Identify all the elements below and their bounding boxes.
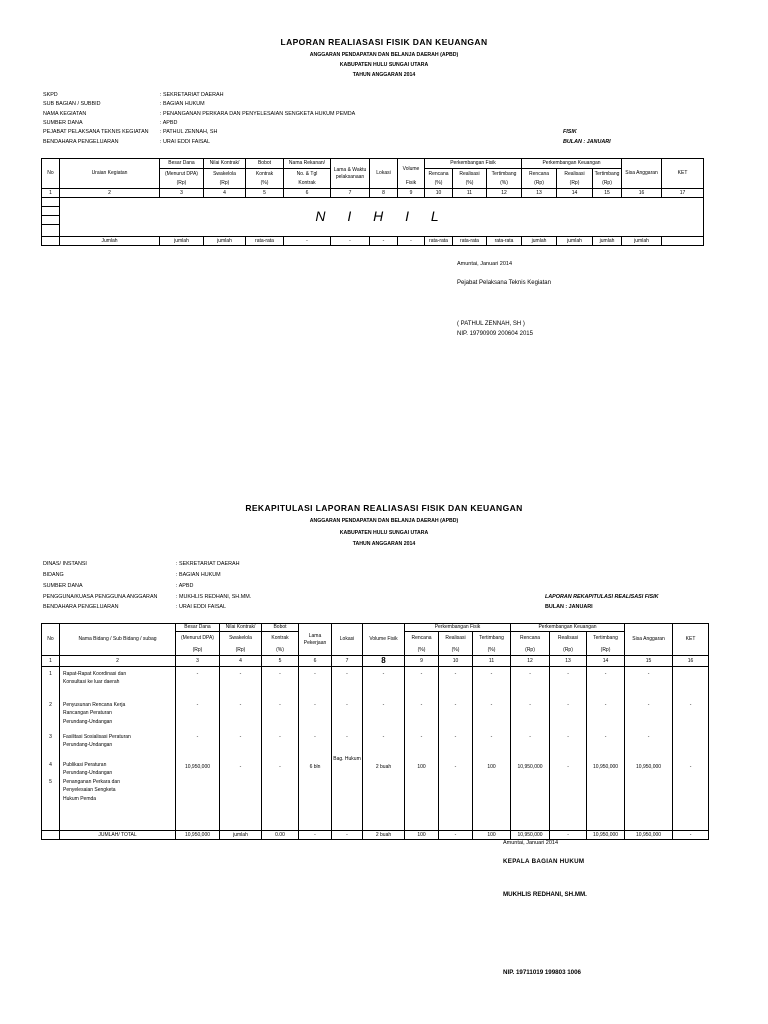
col-no — [42, 667, 60, 831]
line: Penyusunan Rencana Kerja — [63, 702, 126, 708]
total-cell — [42, 831, 60, 840]
col-number: 15 — [593, 189, 622, 198]
col-number: 3 — [176, 656, 220, 667]
header-line: (Rp) — [587, 645, 625, 656]
col-data — [587, 667, 625, 831]
row-cell: - — [420, 702, 423, 708]
line: Penyelesaian Sengketa — [63, 787, 116, 794]
info-value: : SEKRETARIAT DAERAH — [160, 92, 224, 98]
total-cell: 10,950,000 — [625, 831, 673, 840]
row-nama — [63, 701, 125, 726]
header-line: Realisasi — [557, 169, 593, 179]
header-line: (Rp) — [176, 645, 220, 656]
info-value: : BAGIAN HUKUM — [176, 572, 221, 578]
col-header-lama — [331, 159, 370, 189]
total-cell: 10,950,000 — [176, 831, 220, 840]
report1-sign-role: Pejabat Pelaksana Teknis Kegiatan — [457, 280, 551, 286]
row-cell: - — [647, 671, 650, 677]
blank-cell — [42, 207, 60, 216]
col-header-perk-fisik: Perkembangan Fisik — [425, 159, 522, 169]
report2-subtitle-kabupaten: KABUPATEN HULU SUNGAI UTARA — [339, 530, 429, 536]
info-label: SKPD — [43, 92, 58, 98]
row-no: 2 — [49, 702, 52, 708]
col-header-no: No — [42, 159, 60, 189]
header-line: Realisasi — [439, 632, 473, 645]
blank-cell — [42, 216, 60, 225]
report1-table — [41, 158, 704, 246]
total-cell: 100 — [405, 831, 439, 840]
row-nama — [63, 670, 126, 687]
col-data — [299, 667, 332, 831]
row-cell: - — [239, 734, 242, 740]
col-number: 14 — [587, 656, 625, 667]
row-cell: - — [314, 702, 316, 708]
col-header-volume: Volume — [398, 159, 425, 179]
report1-subtitle-kabupaten: KABUPATEN HULU SUNGAI UTARA — [339, 62, 429, 68]
row-cell: 2 buah — [375, 764, 392, 770]
row-cell: 100 — [417, 764, 426, 770]
info-value: : PATHUL ZENNAH, SH — [160, 129, 218, 135]
total-cell: - — [550, 831, 587, 840]
header-line: Rencana — [405, 632, 439, 645]
col-data — [405, 667, 439, 831]
col-header-lokasi: Lokasi — [332, 624, 363, 656]
col-number: 10 — [439, 656, 473, 667]
header-line: (Menurut DPA) — [176, 632, 220, 645]
col-header-no: No — [42, 624, 60, 656]
total-cell: - — [299, 831, 332, 840]
col-header-nama-rekanan: Nama Rekanan/ — [284, 159, 331, 169]
line: Penanganan Perkara dan — [63, 779, 120, 785]
col-number: 12 — [487, 189, 522, 198]
row-cell: - — [604, 671, 607, 677]
row-cell: - — [454, 702, 457, 708]
report2-table — [41, 623, 709, 840]
total-cell: 100 — [473, 831, 511, 840]
total-cell: - — [331, 237, 370, 246]
col-number: 8 — [363, 656, 405, 667]
header-line: Kontrak — [262, 632, 299, 645]
header-line: Pekerjaan — [303, 639, 327, 646]
col-number: 16 — [673, 656, 709, 667]
row-cell: - — [279, 734, 281, 740]
total-cell: JUMLAH/ TOTAL — [60, 831, 176, 840]
row-cell: - — [382, 702, 385, 708]
report2-sign-date: Amuntai, Januari 2014 — [503, 840, 559, 846]
row-no: 4 — [49, 762, 52, 768]
info-label: SUMBER DANA — [43, 120, 83, 126]
col-data — [550, 667, 587, 831]
row-cell: - — [239, 671, 242, 677]
col-header-sisa: Sisa Anggaran — [622, 159, 662, 189]
row-cell: 10,950,000 — [593, 764, 619, 770]
blank-cell — [42, 198, 60, 207]
row-no: 3 — [49, 734, 52, 740]
col-header-perk-keu: Perkembangan Keuangan — [511, 624, 625, 632]
header-line: Realisasi — [453, 169, 487, 179]
header-line: (%) — [246, 179, 284, 189]
header-line: Fisik — [398, 179, 425, 189]
info-label: DINAS/ INSTANSI — [43, 561, 87, 567]
total-cell: jumlah — [220, 831, 262, 840]
header-line: (Rp) — [550, 645, 587, 656]
col-header-perk-fisik: Perkembangan Fisik — [405, 624, 511, 632]
total-cell: 2 buah — [363, 831, 405, 840]
header-line: (Rp) — [593, 179, 622, 189]
header-line: (%) — [487, 179, 522, 189]
table-body — [42, 667, 709, 831]
header-line: pelaksanaan — [335, 173, 365, 180]
col-data — [176, 667, 220, 831]
total-row — [42, 237, 704, 246]
col-number: 12 — [511, 656, 550, 667]
row-cell: - — [239, 764, 242, 770]
col-data — [511, 667, 550, 831]
col-number: 11 — [453, 189, 487, 198]
header-line: (%) — [439, 645, 473, 656]
header-line: (Menurut DPA) — [160, 169, 204, 179]
row-cell: - — [529, 702, 531, 708]
header-line: Realisasi — [550, 632, 587, 645]
row-cell: - — [490, 702, 493, 708]
total-cell: 10,950,000 — [587, 831, 625, 840]
row-cell: - — [647, 734, 650, 740]
total-cell: Jumlah — [60, 237, 160, 246]
header-line: Kontrak — [284, 179, 331, 189]
header-line: (%) — [425, 179, 453, 189]
col-header-volume: Volume Fisik — [363, 624, 405, 656]
col-header-ket: KET — [673, 624, 709, 656]
total-cell — [662, 237, 704, 246]
total-cell: - — [332, 831, 363, 840]
info-value: : MUKHLIS REDHANI, SH.MM. — [176, 594, 252, 600]
header-line: Tertimbang — [587, 632, 625, 645]
info-value: : SEKRETARIAT DAERAH — [176, 561, 240, 567]
info-value: : APBD — [160, 120, 178, 126]
row-cell: - — [567, 764, 569, 770]
laporan-label: LAPORAN REKAPITULASI REALISASI FISIK — [545, 594, 659, 600]
total-cell: jumlah — [622, 237, 662, 246]
row-cell: - — [420, 671, 423, 677]
col-number: 1 — [42, 189, 60, 198]
info-label: BENDAHARA PENGELUARAN — [43, 139, 119, 145]
row-cell: 6 bln — [309, 764, 321, 770]
col-header-besar-dana: Besar Dana — [176, 624, 220, 632]
header-line: No. & Tgl — [284, 169, 331, 179]
col-number: 4 — [204, 189, 246, 198]
info-value: : PENANGANAN PERKARA DAN PENYELESAIAN SENGKETA HUKUM PEMDA — [160, 111, 356, 117]
col-number: 3 — [160, 189, 204, 198]
total-cell: rata-rata — [453, 237, 487, 246]
col-data — [473, 667, 511, 831]
row-nama — [63, 733, 131, 750]
row-cell: - — [490, 734, 493, 740]
col-header-sisa: Sisa Anggaran — [625, 624, 673, 656]
info-label: SUMBER DANA — [43, 583, 83, 589]
row-cell: - — [567, 671, 569, 677]
col-nama — [60, 667, 176, 831]
total-cell: rata-rata — [487, 237, 522, 246]
info-label: PEJABAT PELAKSANA TEKNIS KEGIATAN — [43, 129, 149, 135]
row-cell: - — [454, 671, 457, 677]
row-cell: - — [382, 671, 385, 677]
info-label: BENDAHARA PENGELUARAN — [43, 604, 119, 610]
row-cell: - — [490, 671, 493, 677]
total-cell: - — [398, 237, 425, 246]
col-header-perk-keu: Perkembangan Keuangan — [522, 159, 622, 169]
line: Rancangan Peraturan — [63, 710, 112, 717]
row-cell: - — [314, 671, 316, 677]
row-cell: - — [314, 734, 316, 740]
report1-subtitle-tahun: TAHUN ANGGARAN 2014 — [352, 72, 416, 78]
col-data — [439, 667, 473, 831]
row-no: 5 — [49, 779, 52, 785]
col-number: 13 — [522, 189, 557, 198]
header-line: Lama & Waktu — [333, 167, 367, 174]
header-line: (%) — [453, 179, 487, 189]
col-header-lokasi: Lokasi — [370, 159, 398, 189]
bulan-label: BULAN : JANUARI — [563, 139, 611, 145]
row-cell: - — [239, 702, 242, 708]
report2-subtitle-tahun: TAHUN ANGGARAN 2014 — [352, 541, 416, 547]
line: Fasilitasi Sosialisasi Peraturan — [63, 734, 131, 740]
row-cell: Bag. Hukum — [333, 756, 361, 762]
total-cell: jumlah — [204, 237, 246, 246]
col-data — [220, 667, 262, 831]
col-header-nama: Nama Bidang / Sub Bidang / subag — [60, 624, 176, 656]
row-cell: - — [454, 734, 457, 740]
row-cell: 100 — [487, 764, 496, 770]
total-row — [42, 831, 709, 840]
col-header-besar-dana: Besar Dana — [160, 159, 204, 169]
row-cell: - — [529, 734, 531, 740]
info-value: : APBD — [176, 583, 194, 589]
report2-sign-name: MUKHLIS REDHANI, SH.MM. — [503, 891, 587, 898]
header-line: (Rp) — [204, 179, 246, 189]
col-number: 2 — [60, 656, 176, 667]
row-cell: - — [279, 764, 281, 770]
row-nama — [63, 778, 120, 803]
line: Rapat-Rapat Koordinasi dan — [63, 671, 127, 677]
row-cell: - — [604, 702, 607, 708]
col-number: 4 — [220, 656, 262, 667]
header-line: (Rp) — [511, 645, 550, 656]
row-cell: - — [346, 671, 348, 677]
header-line: Rencana — [425, 169, 453, 179]
line: Publikasi Peraturan — [63, 762, 107, 768]
col-data — [332, 667, 363, 831]
col-number: 1 — [42, 656, 60, 667]
col-number: 10 — [425, 189, 453, 198]
info-label: SUB BAGIAN / SUBBID — [43, 101, 101, 107]
row-cell: - — [454, 764, 457, 770]
col-data — [363, 667, 405, 831]
report1-title: LAPORAN REALIASASI FISIK DAN KEUANGAN — [280, 37, 488, 47]
col-header-bobot: Bobot — [246, 159, 284, 169]
total-cell: - — [439, 831, 473, 840]
total-cell: rata-rata — [425, 237, 453, 246]
report1-sign-date: Amuntai, Januari 2014 — [457, 261, 513, 267]
col-number: 9 — [405, 656, 439, 667]
row-cell: - — [279, 671, 281, 677]
col-number: 16 — [622, 189, 662, 198]
row-no: 1 — [49, 671, 52, 677]
col-header-lama — [299, 624, 332, 656]
report1-sign-nip: NIP. 19790909 200604 2015 — [457, 331, 533, 337]
col-number: 13 — [550, 656, 587, 667]
blank-cell — [42, 225, 60, 237]
line: Perundang-Undangan — [63, 718, 113, 725]
row-cell: 10,950,000 — [636, 764, 662, 770]
row-cell: - — [689, 702, 692, 708]
col-header-bobot: Bobot — [262, 624, 299, 632]
header-line: Lama — [308, 633, 322, 640]
bulan-label: BULAN : JANUARI — [545, 604, 593, 610]
col-number: 15 — [625, 656, 673, 667]
col-number: 8 — [370, 189, 398, 198]
header-line: Tertimbang — [487, 169, 522, 179]
info-label: PENGGUNA/KUASA PENGGUNA ANGGARAN — [43, 594, 158, 600]
total-cell: jumlah — [522, 237, 557, 246]
header-line: Tertimbang — [593, 169, 622, 179]
info-value: : BAGIAN HUKUM — [160, 101, 205, 107]
col-number: 7 — [332, 656, 363, 667]
report1-subtitle-apbd: ANGGARAN PENDAPATAN DAN BELANJA DAERAH (APBD) — [309, 52, 459, 58]
header-line: Swakelola — [220, 632, 262, 645]
row-cell: - — [196, 734, 199, 740]
col-number: 17 — [662, 189, 704, 198]
col-number: 14 — [557, 189, 593, 198]
row-cell: - — [196, 671, 199, 677]
report2-title: REKAPITULASI LAPORAN REALIASASI FISIK DAN KEUANGAN — [245, 503, 523, 513]
total-cell — [42, 237, 60, 246]
col-number-row — [42, 656, 709, 667]
line: Konsultasi ke luar daerah — [63, 679, 120, 686]
total-cell: jumlah — [593, 237, 622, 246]
total-cell: rata-rata — [246, 237, 284, 246]
row-cell: - — [647, 702, 650, 708]
header-line: Kontrak — [246, 169, 284, 179]
row-cell: - — [196, 702, 199, 708]
col-number-row — [42, 189, 704, 198]
col-data — [625, 667, 673, 831]
col-number: 2 — [60, 189, 160, 198]
header-line: (%) — [405, 645, 439, 656]
col-header-nilai-kontrak: Nilai Kontrak/ — [220, 624, 262, 632]
header-line: Rencana — [522, 169, 557, 179]
total-cell: jumlah — [160, 237, 204, 246]
total-cell: - — [673, 831, 709, 840]
row-cell: 10,950,000 — [184, 764, 211, 770]
info-label: BIDANG — [43, 572, 64, 578]
col-number: 7 — [331, 189, 370, 198]
row-cell: - — [382, 734, 385, 740]
col-header-ket: KET — [662, 159, 704, 189]
total-cell: - — [284, 237, 331, 246]
row-cell: - — [346, 734, 348, 740]
line: Perundang-Undangan — [63, 770, 113, 777]
info-value: : URAI EDDI FAISAL — [160, 139, 211, 145]
col-number: 6 — [299, 656, 332, 667]
header-line: (Rp) — [522, 179, 557, 189]
line: Hukum Pemda — [63, 795, 97, 802]
row-cell: - — [529, 671, 531, 677]
report2-subtitle-apbd: ANGGARAN PENDAPATAN DAN BELANJA DAERAH (APBD) — [309, 518, 459, 524]
total-cell: - — [370, 237, 398, 246]
info-value: : URAI EDDI FAISAL — [176, 604, 227, 610]
header-line: (Rp) — [557, 179, 593, 189]
row-nama — [63, 761, 112, 778]
row-cell: - — [567, 734, 569, 740]
fisik-label: FISIK — [563, 129, 577, 135]
col-number: 5 — [246, 189, 284, 198]
col-number: 9 — [398, 189, 425, 198]
col-number: 11 — [473, 656, 511, 667]
nihil-text: N I H I L — [315, 208, 448, 225]
info-label: NAMA KEGIATAN — [43, 111, 87, 117]
nihil-cell — [60, 198, 704, 237]
total-cell: 0.00 — [262, 831, 299, 840]
report1-sign-name: ( PATHUL ZENNAH, SH ) — [457, 321, 525, 327]
row-cell: - — [604, 734, 607, 740]
header-line: Tertimbang — [473, 632, 511, 645]
row-cell: 10,950,000 — [517, 764, 543, 770]
col-data — [262, 667, 299, 831]
header-line: (%) — [473, 645, 511, 656]
row-cell: - — [346, 702, 348, 708]
header-line: Rencana — [511, 632, 550, 645]
total-cell: jumlah — [557, 237, 593, 246]
col-number: 5 — [262, 656, 299, 667]
col-data — [673, 667, 709, 831]
row-cell: - — [567, 702, 569, 708]
row-cell: - — [420, 734, 423, 740]
total-cell: 10,950,000 — [511, 831, 550, 840]
report2-sign-role: KEPALA BAGIAN HUKUM — [503, 858, 585, 865]
header-line: (Rp) — [160, 179, 204, 189]
header-line: (%) — [262, 645, 299, 656]
col-number: 6 — [284, 189, 331, 198]
col-header-uraian: Uraian Kegiatan — [60, 159, 160, 189]
report2-sign-nip: NIP. 19711019 199803 1006 — [503, 969, 581, 976]
row-cell: - — [279, 702, 281, 708]
line: Perundang-Undangan — [63, 742, 113, 749]
row-cell: - — [689, 764, 692, 770]
header-line: Swakelola — [204, 169, 246, 179]
col-header-nilai-kontrak: Nilai Kontrak/ — [204, 159, 246, 169]
header-line: (Rp) — [220, 645, 262, 656]
